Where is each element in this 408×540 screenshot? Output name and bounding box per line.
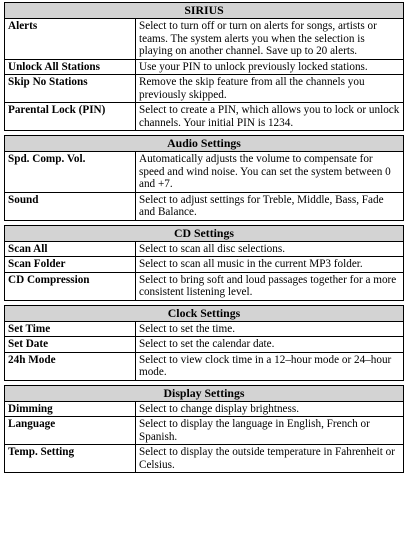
table-row [5, 352, 404, 380]
row-description: Select to change display brightness. [136, 401, 404, 417]
row-description: Select to display the language in English, French or Spanish. [136, 417, 404, 445]
table-row [5, 417, 404, 445]
section-header: Display Settings [5, 385, 404, 401]
row-description: Automatically adjusts the volume to compensate for speed and wind noise. You can set the system between 0 and +7. [136, 152, 404, 193]
row-description: Select to scan all music in the current MP3 folder. [136, 257, 404, 273]
section-header: SIRIUS [5, 3, 404, 19]
table-row [5, 272, 404, 300]
clock-settings-table [4, 305, 404, 381]
section-header: Audio Settings [5, 136, 404, 152]
row-label: Parental Lock (PIN) [5, 103, 136, 131]
row-description: Select to set the time. [136, 321, 404, 337]
table-row [5, 321, 404, 337]
row-label: Unlock All Stations [5, 59, 136, 75]
table-row [5, 257, 404, 273]
row-label: Alerts [5, 19, 136, 60]
row-label: Scan Folder [5, 257, 136, 273]
table-row [5, 75, 404, 103]
row-label: Sound [5, 192, 136, 220]
row-description: Select to turn off or turn on alerts for songs, artists or teams. The system alerts you when the selection is playing on another channel. Save up to 20 alerts. [136, 19, 404, 60]
table-row [5, 337, 404, 353]
row-description: Select to adjust settings for Treble, Middle, Bass, Fade and Balance. [136, 192, 404, 220]
row-description: Select to set the calendar date. [136, 337, 404, 353]
audio-settings-table [4, 135, 404, 221]
row-label: Skip No Stations [5, 75, 136, 103]
section-header: CD Settings [5, 225, 404, 241]
row-label: Scan All [5, 241, 136, 257]
row-label: CD Compression [5, 272, 136, 300]
row-description: Use your PIN to unlock previously locked stations. [136, 59, 404, 75]
table-row [5, 152, 404, 193]
table-row [5, 401, 404, 417]
table-row [5, 241, 404, 257]
display-settings-table [4, 385, 404, 474]
row-label: 24h Mode [5, 352, 136, 380]
table-row [5, 445, 404, 473]
settings-document [4, 2, 404, 473]
sirius-table [4, 2, 404, 131]
row-description: Select to display the outside temperature in Fahrenheit or Celsius. [136, 445, 404, 473]
row-label: Spd. Comp. Vol. [5, 152, 136, 193]
row-description: Select to bring soft and loud passages together for a more consistent listening level. [136, 272, 404, 300]
table-row [5, 192, 404, 220]
table-row [5, 19, 404, 60]
table-row [5, 59, 404, 75]
cd-settings-table [4, 225, 404, 301]
row-description: Select to scan all disc selections. [136, 241, 404, 257]
row-description: Select to view clock time in a 12–hour mode or 24–hour mode. [136, 352, 404, 380]
row-label: Set Time [5, 321, 136, 337]
section-header: Clock Settings [5, 305, 404, 321]
row-description: Remove the skip feature from all the channels you previously skipped. [136, 75, 404, 103]
row-label: Set Date [5, 337, 136, 353]
row-label: Dimming [5, 401, 136, 417]
row-label: Temp. Setting [5, 445, 136, 473]
row-description: Select to create a PIN, which allows you to lock or unlock channels. Your initial PIN is 1234. [136, 103, 404, 131]
row-label: Language [5, 417, 136, 445]
table-row [5, 103, 404, 131]
